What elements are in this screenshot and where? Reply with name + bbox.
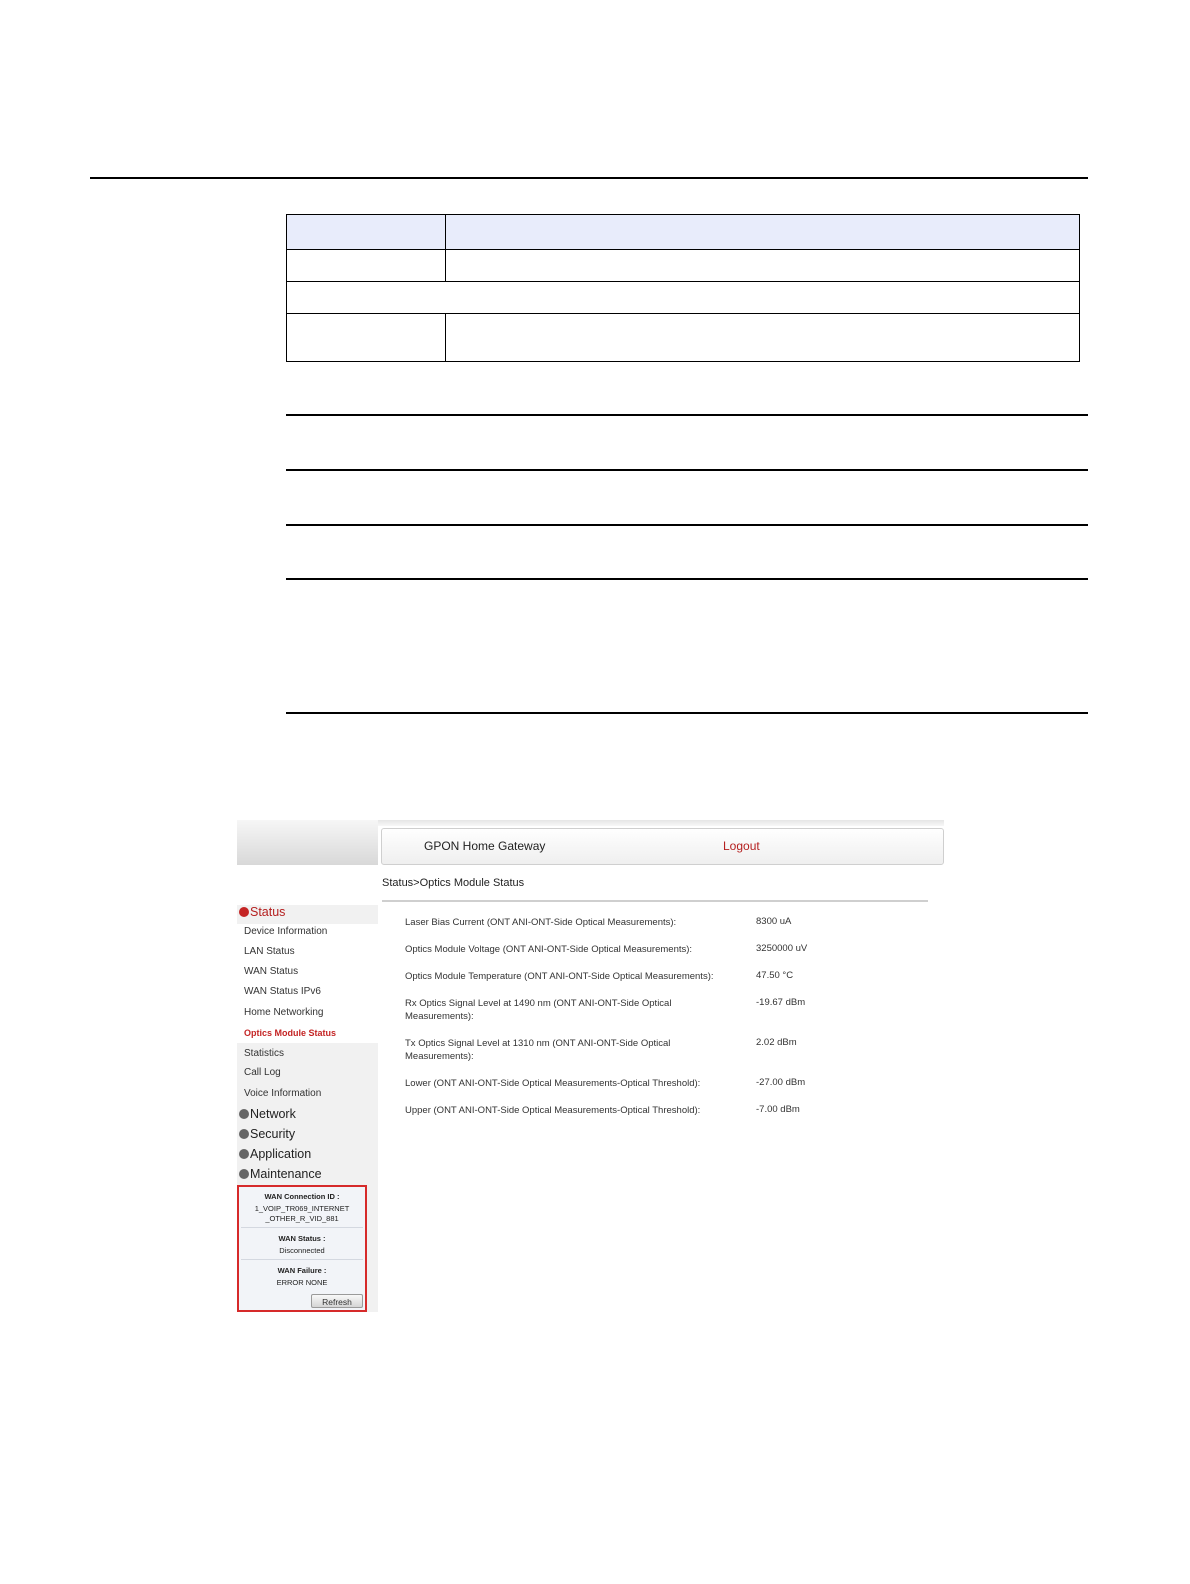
sidebar-item-optics-module-status[interactable]: Optics Module Status — [244, 1028, 337, 1038]
breadcrumb-divider — [382, 900, 928, 902]
optics-row-value: -7.00 dBm — [756, 1104, 800, 1115]
section-rule — [286, 414, 1088, 416]
table-row — [287, 314, 1080, 362]
header-bar — [381, 828, 944, 865]
optics-row-value: 3250000 uV — [756, 943, 808, 954]
sidebar-section-status[interactable]: Status — [239, 905, 285, 919]
optics-row-label: Tx Optics Signal Level at 1310 nm (ONT ANI-ONT-Side Optical Measurements): — [405, 1038, 671, 1062]
sidebar-section-application[interactable]: Application — [239, 1147, 311, 1161]
sidebar-section-maintenance[interactable]: Maintenance — [239, 1167, 322, 1181]
table-cell — [446, 314, 1080, 362]
section-rule — [286, 578, 1088, 580]
sidebar-section-security[interactable]: Security — [239, 1127, 295, 1141]
gateway-screenshot — [237, 820, 944, 1312]
header-strip — [378, 820, 944, 826]
optics-row-value: 47.50 °C — [756, 970, 794, 981]
optics-row-label: Upper (ONT ANI-ONT-Side Optical Measurements-Optical Threshold): — [405, 1105, 701, 1116]
table-header-cell — [287, 215, 446, 250]
table-row — [287, 250, 1080, 282]
sidebar-item-statistics[interactable]: Statistics — [244, 1048, 285, 1059]
sidebar-item-lan-status[interactable]: LAN Status — [244, 946, 295, 957]
sidebar-item-wan-status[interactable]: WAN Status — [244, 966, 299, 977]
wan-connection-id-label: WAN Connection ID : — [264, 1192, 340, 1201]
sidebar-item-wan-status-ipv6[interactable]: WAN Status IPv6 — [244, 986, 321, 997]
refresh-button[interactable]: Refresh — [311, 1294, 363, 1308]
table-header-cell — [446, 215, 1080, 250]
expand-icon — [239, 1129, 249, 1139]
wan-connection-id-value: 1_VOIP_TR069_INTERNET — [254, 1204, 350, 1213]
table-header-row — [287, 215, 1080, 250]
sidebar-item-home-networking[interactable]: Home Networking — [244, 1007, 324, 1018]
optics-row-label: Lower (ONT ANI-ONT-Side Optical Measurements-Optical Threshold): — [405, 1078, 701, 1089]
collapse-icon — [239, 907, 249, 917]
expand-icon — [239, 1169, 249, 1179]
document-table — [286, 214, 1080, 362]
logout-link[interactable]: Logout — [723, 839, 760, 853]
sidebar-item-device-information[interactable]: Device Information — [244, 926, 328, 937]
sidebar — [237, 820, 378, 1312]
optics-row-label: Rx Optics Signal Level at 1490 nm (ONT ANI-ONT-Side Optical Measurements): — [405, 998, 672, 1022]
optics-row-label: Laser Bias Current (ONT ANI-ONT-Side Optical Measurements): — [405, 917, 677, 928]
expand-icon — [239, 1109, 249, 1119]
sidebar-header — [237, 820, 378, 865]
wan-status-panel — [237, 1185, 367, 1312]
optics-row-label: Optics Module Voltage (ONT ANI-ONT-Side Optical Measurements): — [405, 944, 693, 955]
section-rule — [286, 712, 1088, 714]
wan-failure-value: ERROR NONE — [276, 1278, 328, 1287]
sidebar-item-call-log[interactable]: Call Log — [244, 1067, 281, 1078]
optics-row-value: 8300 uA — [756, 916, 792, 927]
wan-status-label: WAN Status : — [278, 1234, 326, 1243]
breadcrumb: Status>Optics Module Status — [382, 877, 525, 889]
wan-status-value: Disconnected — [279, 1246, 325, 1255]
sidebar-item-voice-information[interactable]: Voice Information — [244, 1088, 322, 1099]
divider — [241, 1259, 363, 1260]
optics-row-value: -27.00 dBm — [756, 1077, 806, 1088]
divider — [241, 1227, 363, 1228]
optics-row-value: -19.67 dBm — [756, 997, 806, 1008]
wan-connection-id-value: _OTHER_R_VID_881 — [265, 1214, 339, 1223]
table-row — [287, 282, 1080, 314]
gateway-title: GPON Home Gateway — [424, 839, 546, 853]
section-rule — [286, 469, 1088, 471]
sidebar-section-network[interactable]: Network — [239, 1107, 296, 1121]
table-cell — [446, 250, 1080, 282]
expand-icon — [239, 1149, 249, 1159]
optics-row-value: 2.02 dBm — [756, 1037, 797, 1048]
wan-failure-label: WAN Failure : — [277, 1266, 327, 1275]
section-rule — [286, 524, 1088, 526]
table-cell — [287, 282, 1080, 314]
table-cell — [287, 250, 446, 282]
page-top-rule — [90, 177, 1088, 179]
sidebar-spacer — [237, 865, 378, 905]
optics-row-label: Optics Module Temperature (ONT ANI-ONT-Side Optical Measurements): — [405, 971, 714, 982]
table-cell — [287, 314, 446, 362]
